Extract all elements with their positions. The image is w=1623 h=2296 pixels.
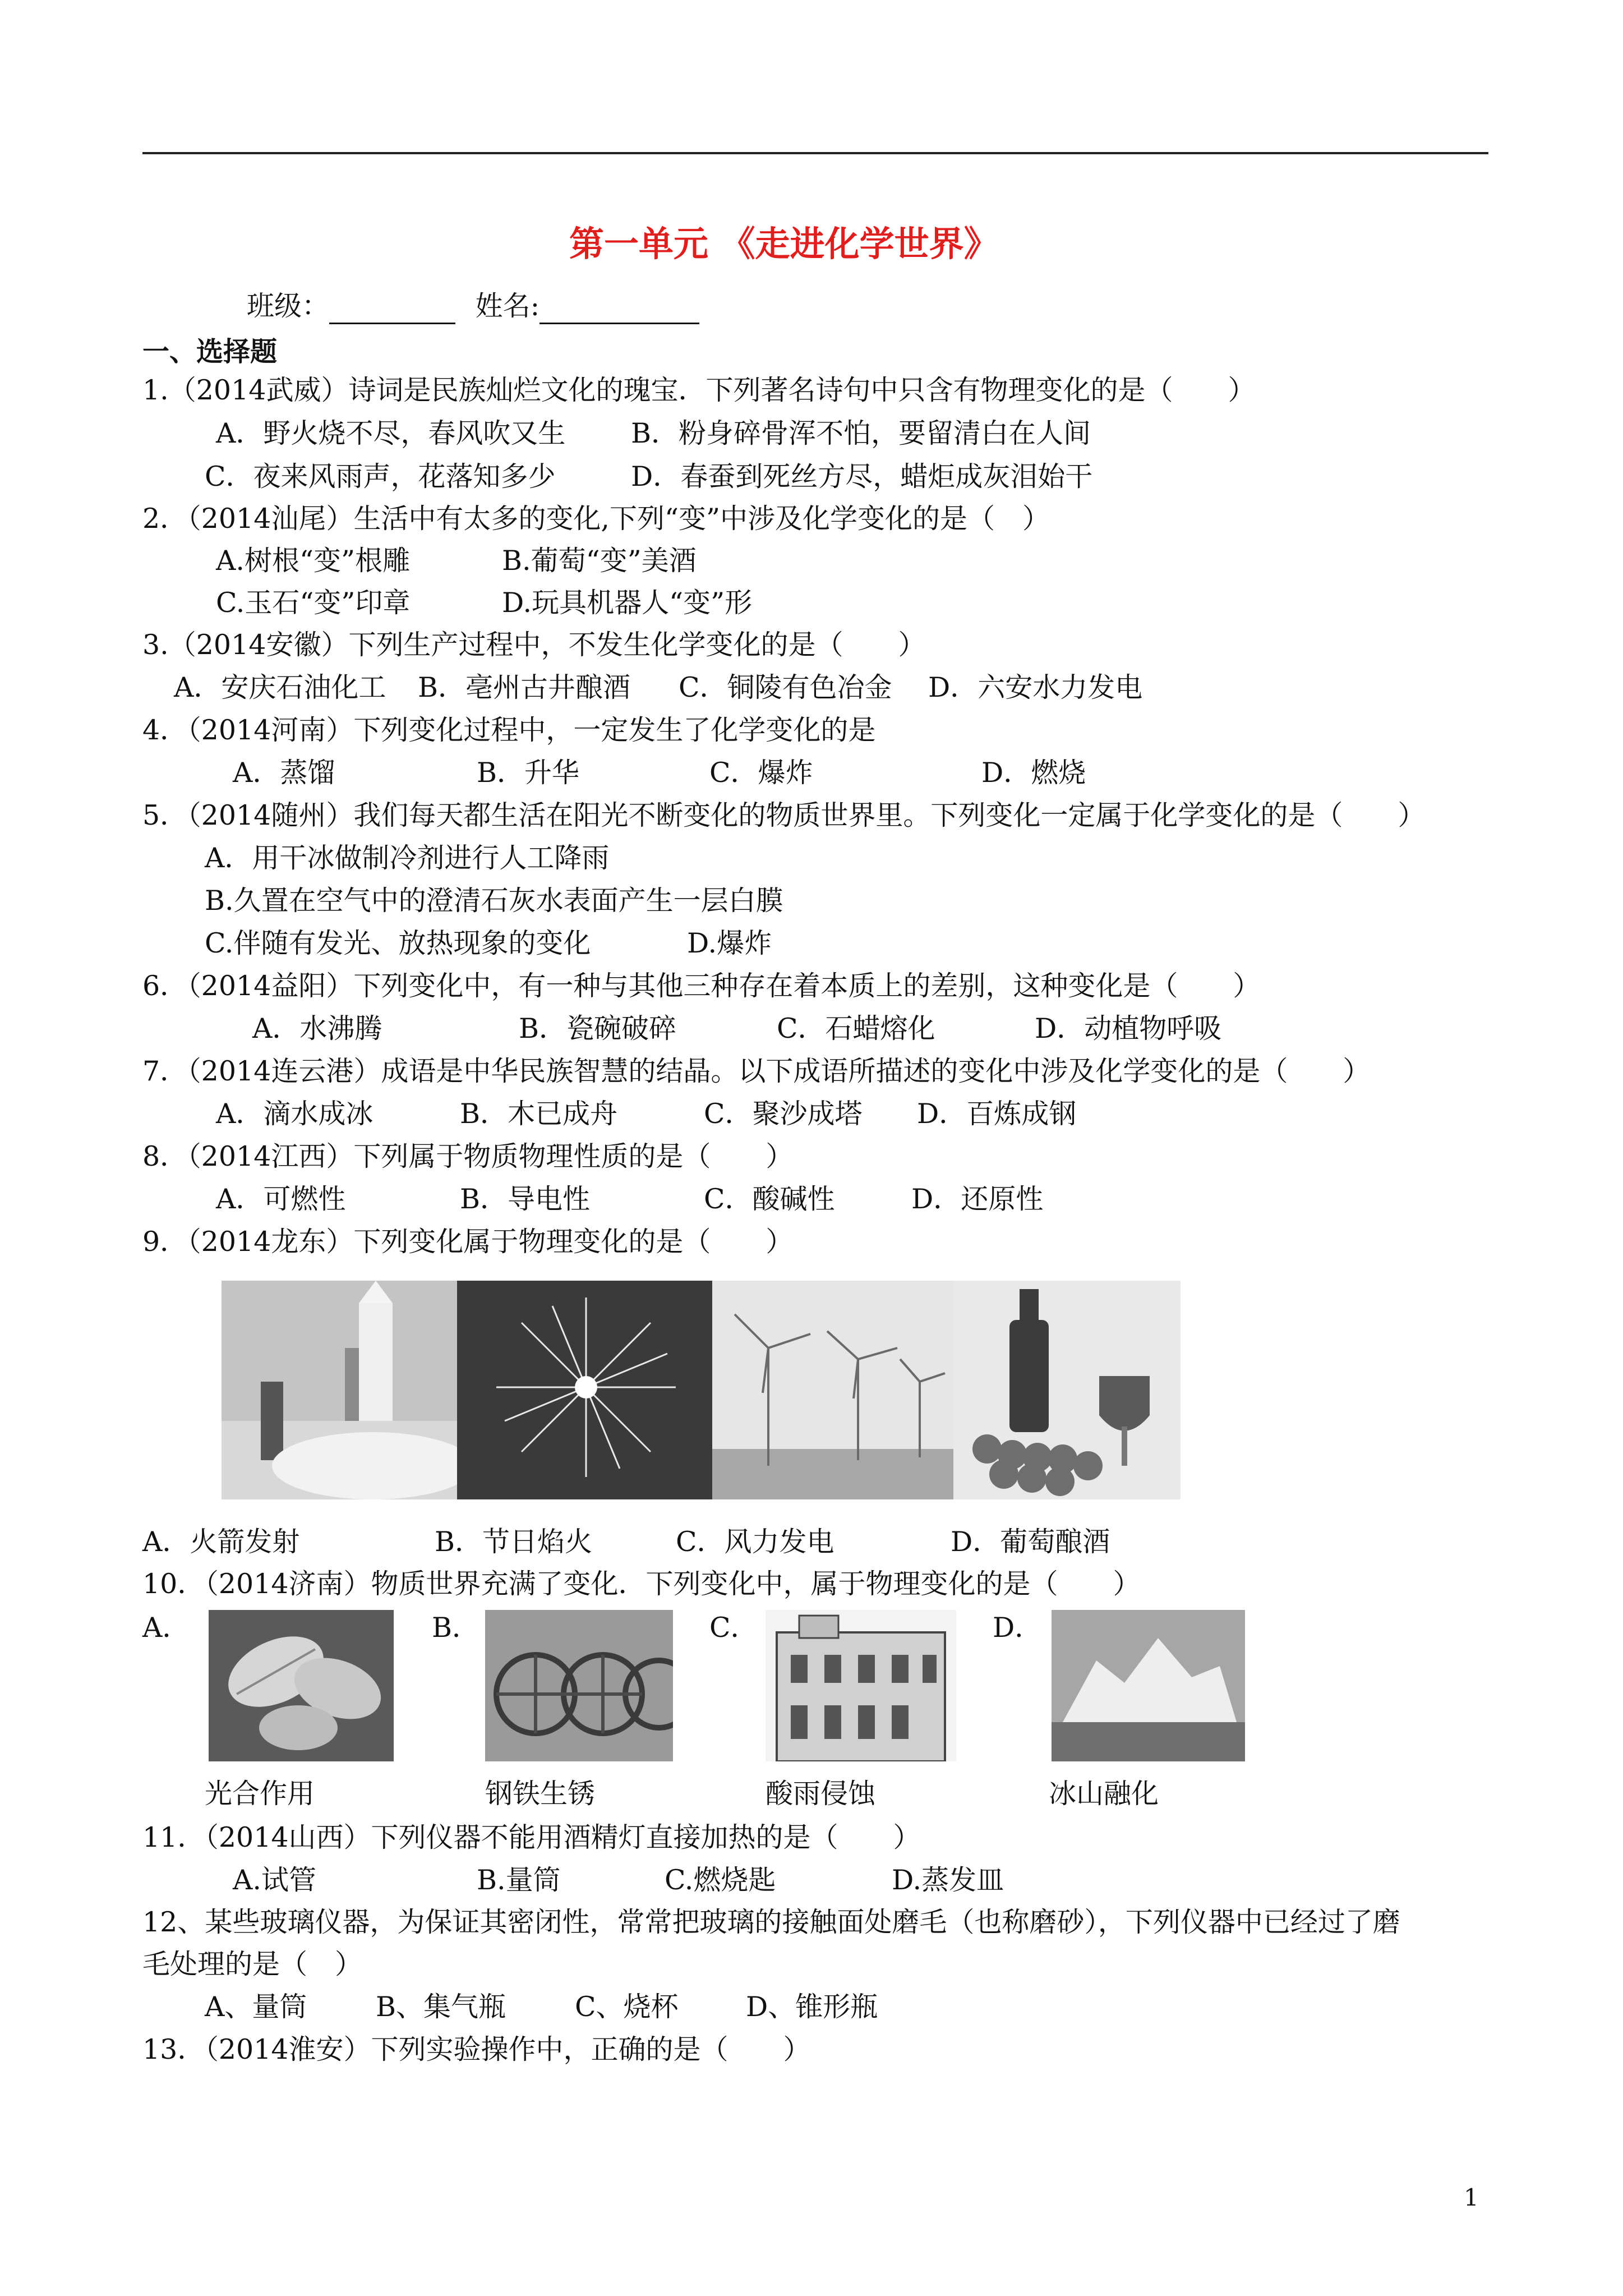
q10-caption-a: 光合作用 [205, 1778, 315, 1810]
q1-option-a: A．野火烧不尽，春风吹又生 [216, 417, 566, 449]
question-11-stem: 11．（2014山西）下列仪器不能用酒精灯直接加热的是（ ） [142, 1821, 921, 1853]
q5-option-d: D.爆炸 [687, 927, 772, 959]
page-title: 第一单元 《走进化学世界》 [569, 223, 999, 264]
q5-option-c: C.伴随有发光、放热现象的变化 [205, 927, 591, 959]
q10-letter-a: A． [142, 1612, 190, 1644]
q10-caption-b: 钢铁生锈 [485, 1778, 596, 1810]
q1-option-c: C．夜来风雨声，花落知多少 [205, 461, 556, 493]
q8-option-c: C．酸碱性 [704, 1183, 835, 1215]
grapes-wine-image [953, 1281, 1181, 1499]
question-7-stem: 7．（2014连云港）成语是中华民族智慧的结晶。以下成语所描述的变化中涉及化学变化的是（ ） [142, 1055, 1371, 1087]
question-9-stem: 9．（2014龙东）下列变化属于物理变化的是（ ） [142, 1226, 794, 1258]
q10-caption-d: 冰山融化 [1049, 1778, 1159, 1810]
q7-option-d: D．百炼成钢 [917, 1098, 1077, 1130]
q11-option-a: A.试管 [233, 1864, 316, 1896]
eroded-building-image [766, 1610, 956, 1761]
q10-caption-c: 酸雨侵蚀 [766, 1778, 876, 1810]
question-13-stem: 13．（2014淮安）下列实验操作中，正确的是（ ） [142, 2033, 811, 2065]
q3-option-a: A．安庆石油化工 [174, 671, 386, 703]
section-heading: 一、选择题 [142, 336, 278, 367]
q4-option-c: C．爆炸 [709, 757, 813, 789]
q5-option-a: A．用干冰做制冷剂进行人工降雨 [205, 842, 610, 874]
q3-option-d: D．六安水力发电 [928, 671, 1143, 703]
q10-letter-c: C． [709, 1612, 758, 1644]
question-10-stem: 10．（2014济南）物质世界充满了变化．下列变化中，属于物理变化的是（ ） [142, 1568, 1141, 1600]
q11-option-d: D.蒸发皿 [892, 1864, 1004, 1896]
q6-option-d: D．动植物呼吸 [1035, 1013, 1222, 1045]
q7-option-a: A．滴水成冰 [216, 1098, 374, 1130]
name-label: 姓名: [475, 290, 540, 322]
question-8-stem: 8．（2014江西）下列属于物质物理性质的是（ ） [142, 1140, 794, 1172]
q1-option-b: B．粉身碎骨浑不怕，要留清白在人间 [631, 417, 1091, 449]
q7-option-c: C．聚沙成塔 [704, 1098, 863, 1130]
leaves-image [209, 1610, 394, 1761]
q4-option-d: D．燃烧 [981, 757, 1086, 789]
class-blank[interactable] [329, 295, 455, 324]
q6-option-b: B．瓷碗破碎 [519, 1013, 677, 1045]
q7-option-b: B．木已成舟 [460, 1098, 618, 1130]
q10-letter-d: D． [993, 1612, 1043, 1644]
q2-option-a: A.树根“变”根雕 [216, 545, 411, 577]
q4-option-a: A．蒸馏 [233, 757, 335, 789]
question-6-stem: 6．（2014益阳）下列变化中，有一种与其他三种存在着本质上的差别，这种变化是（ ） [142, 970, 1261, 1002]
q9-option-a: A．火箭发射 [142, 1526, 300, 1558]
q12-option-a: A、量筒 [205, 1991, 307, 2023]
question-5-stem: 5．（2014随州）我们每天都生活在阳光不断变化的物质世界里。下列变化一定属于化学变化的是（ ） [142, 799, 1426, 831]
q5-option-b: B.久置在空气中的澄清石灰水表面产生一层白膜 [205, 885, 783, 917]
class-label: 班级： [247, 290, 330, 322]
question-12-stem-line1: 12、某些玻璃仪器，为保证其密闭性，常常把玻璃的接触面处磨毛（也称磨砂），下列仪器中已经过了磨 [142, 1906, 1400, 1938]
q8-option-d: D．还原性 [911, 1183, 1044, 1215]
q12-option-c: C、烧杯 [575, 1991, 679, 2023]
q9-option-c: C．风力发电 [676, 1526, 834, 1558]
q9-option-b: B．节日焰火 [435, 1526, 593, 1558]
question-2-stem: 2．（2014汕尾）生活中有太多的变化,下列“变”中涉及化学变化的是（ ） [142, 503, 1050, 535]
q3-option-c: C．铜陵有色冶金 [679, 671, 892, 703]
question-1-stem: 1.（2014武威）诗词是民族灿烂文化的瑰宝．下列著名诗句中只含有物理变化的是（ ） [142, 374, 1256, 406]
name-blank[interactable] [540, 295, 699, 324]
q11-option-c: C.燃烧匙 [665, 1864, 776, 1896]
header-rule [142, 152, 1488, 154]
q8-option-a: A．可燃性 [216, 1183, 346, 1215]
q12-option-d: D、锥形瓶 [746, 1991, 878, 2023]
q11-option-b: B.量筒 [477, 1864, 561, 1896]
question-3-stem: 3.（2014安徽）下列生产过程中，不发生化学变化的是（ ） [142, 629, 926, 661]
q6-option-a: A．水沸腾 [252, 1013, 382, 1045]
q2-option-d: D.玩具机器人“变”形 [502, 587, 753, 619]
wind-turbines-image [712, 1281, 953, 1499]
q12-option-b: B、集气瓶 [376, 1991, 506, 2023]
question-4-stem: 4．（2014河南）下列变化过程中，一定发生了化学变化的是 [142, 714, 876, 746]
iceberg-image [1052, 1610, 1245, 1761]
page-number: 1 [1464, 2184, 1479, 2211]
q1-option-d: D．春蚕到死丝方尽，蜡炬成灰泪始干 [631, 461, 1093, 493]
student-info [247, 288, 699, 324]
q8-option-b: B．导电性 [460, 1183, 591, 1215]
q2-option-c: C.玉石“变”印章 [216, 587, 411, 619]
q6-option-c: C．石蜡熔化 [777, 1013, 935, 1045]
fireworks-image [457, 1281, 712, 1499]
q9-option-d: D．葡萄酿酒 [951, 1526, 1110, 1558]
rocket-launch-image [222, 1281, 457, 1499]
q2-option-b: B.葡萄“变”美酒 [502, 545, 697, 577]
q3-option-b: B．亳州古井酿酒 [418, 671, 631, 703]
q10-letter-b: B． [432, 1612, 480, 1644]
q4-option-b: B．升华 [477, 757, 580, 789]
question-12-stem-line2: 毛处理的是（ ） [142, 1948, 363, 1980]
rusty-gears-image [485, 1610, 673, 1761]
